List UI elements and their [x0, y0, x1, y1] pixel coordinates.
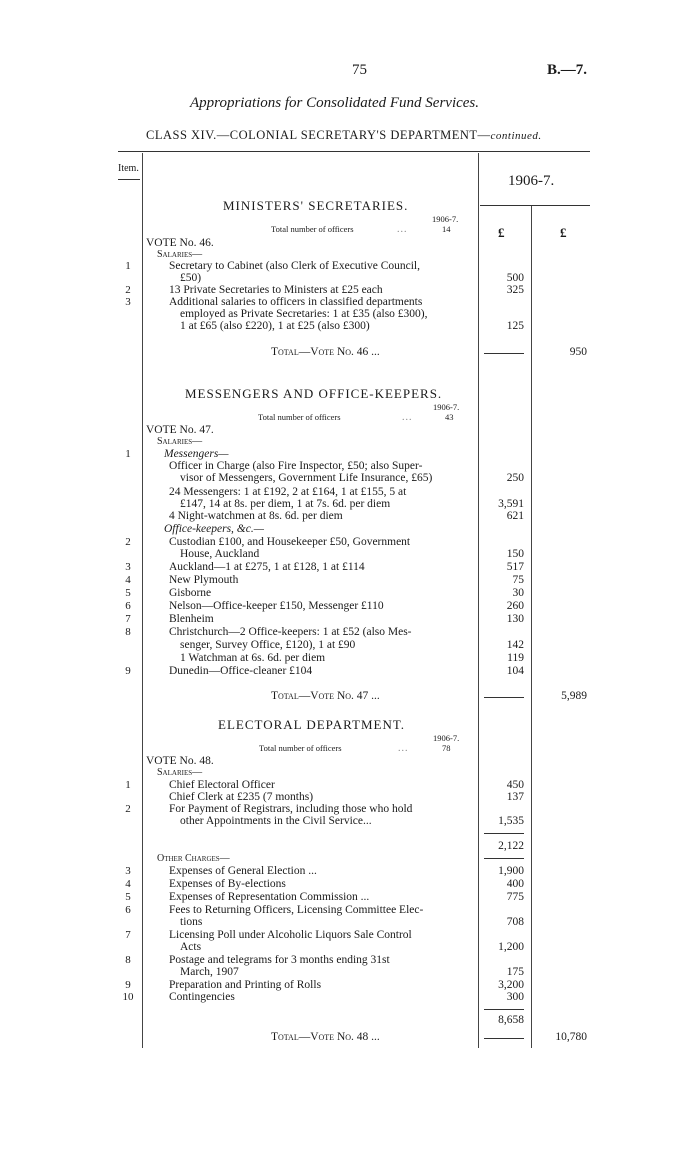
subhead-salaries: Salaries—: [157, 767, 203, 778]
item-number: 3: [125, 296, 131, 308]
line-amount: 450: [506, 779, 524, 791]
section-heading-electoral: ELECTORAL DEPARTMENT.: [218, 717, 406, 732]
line-text: New Plymouth: [169, 574, 239, 586]
total-amount: 950: [569, 346, 587, 358]
amount-column-rule: [478, 153, 479, 1048]
year-column-header: 1906-7.: [508, 173, 555, 189]
line-text: Dunedin—Office-cleaner £104: [169, 665, 313, 677]
line-text: employed as Private Secretaries: 1 at £35 (also £300),: [180, 308, 428, 320]
line-text: Auckland—1 at £275, 1 at £128, 1 at £114: [169, 561, 365, 573]
item-number: 4: [125, 878, 131, 890]
line-text: 1 at £65 (also £220), 1 at £25 (also £300): [180, 320, 370, 332]
officers-count: 43: [445, 412, 454, 422]
line-amount: 250: [506, 472, 524, 484]
line-amount: 137: [506, 791, 524, 803]
page-title: Appropriations for Consolidated Fund Services.: [190, 95, 480, 111]
total-label: Total—Vote No. 47 ...: [271, 690, 380, 702]
section-heading-messengers: MESSENGERS AND OFFICE-KEEPERS.: [185, 386, 443, 401]
line-amount: 125: [506, 320, 524, 332]
line-text: 24 Messengers: 1 at £192, 2 at £164, 1 at £155, 5 at: [169, 486, 407, 498]
item-column-header: Item.: [118, 163, 139, 174]
total-label: Total—Vote No. 46 ...: [271, 346, 380, 358]
line-text: Expenses of General Election ...: [169, 865, 317, 877]
series-number: B.—7.: [547, 62, 588, 78]
line-text: Secretary to Cabinet (also Clerk of Executive Council,: [169, 260, 421, 272]
officers-label: Total number of officers: [259, 743, 342, 753]
line-text: senger, Survey Office, £120), 1 at £90: [180, 639, 356, 651]
line-text: tions: [180, 916, 203, 928]
subhead-other-charges: Other Charges—: [157, 853, 230, 864]
line-amount: 3,591: [498, 498, 524, 510]
line-text: House, Auckland: [180, 548, 260, 560]
line-amount: 621: [506, 510, 524, 522]
subtotal-amount: 8,658: [498, 1014, 524, 1026]
line-text: Expenses of Representation Commission ...: [169, 891, 370, 903]
item-number: 9: [125, 979, 131, 991]
total-amount: 5,989: [561, 690, 587, 702]
item-number: 9: [125, 665, 131, 677]
pound-header-2: £: [560, 225, 567, 240]
line-text: Chief Clerk at £235 (7 months): [169, 791, 314, 803]
page-number: 75: [352, 62, 367, 78]
vote-title: VOTE No. 46.: [146, 237, 214, 249]
item-number: 3: [125, 561, 131, 573]
line-text: 4 Night-watchmen at 8s. 6d. per diem: [169, 510, 343, 522]
line-amount: 75: [512, 574, 524, 586]
line-amount: 500: [506, 272, 524, 284]
item-number: 7: [125, 929, 131, 941]
vote-title: VOTE No. 47.: [146, 424, 214, 436]
class-heading: CLASS XIV.—COLONIAL SECRETARY'S DEPARTMENT—continued.: [146, 128, 542, 142]
item-number: 8: [125, 954, 131, 966]
item-number: 5: [125, 891, 131, 903]
line-text: Additional salaries to officers in classified departments: [169, 296, 423, 308]
line-text: £147, 14 at 8s. per diem, 1 at 7s. 6d. per diem: [180, 498, 391, 510]
line-text: Nelson—Office-keeper £150, Messenger £110: [169, 600, 384, 612]
line-text: Officer in Charge (also Fire Inspector, £50; also Super-: [169, 460, 423, 472]
item-number: 2: [125, 284, 131, 296]
subhead-office-keepers: Office-keepers, &c.—: [164, 523, 264, 535]
item-number: 1: [125, 779, 131, 791]
line-amount: 260: [506, 600, 524, 612]
line-amount: 150: [506, 548, 524, 560]
line-text: Licensing Poll under Alcoholic Liquors Sale Control: [169, 929, 412, 941]
subtotal-amount: 2,122: [498, 840, 524, 852]
line-text: Contingencies: [169, 991, 235, 1003]
officers-year: 1906-7.: [432, 214, 459, 224]
officers-label: Total number of officers: [258, 412, 341, 422]
line-text: Fees to Returning Officers, Licensing Committee Elec-: [169, 904, 424, 916]
item-number: 6: [125, 904, 131, 916]
officers-count: 14: [442, 224, 451, 234]
line-text: For Payment of Registrars, including those who hold: [169, 803, 413, 815]
line-text: Christchurch—2 Office-keepers: 1 at £52 (also Mes-: [169, 626, 412, 638]
section-heading-ministers: MINISTERS' SECRETARIES.: [223, 198, 409, 213]
item-number: 5: [125, 587, 131, 599]
line-text: Acts: [180, 941, 202, 953]
item-number: 3: [125, 865, 131, 877]
line-text: 13 Private Secretaries to Ministers at £25 each: [169, 284, 383, 296]
line-amount: 119: [507, 652, 524, 664]
line-text: March, 1907: [180, 966, 239, 978]
line-amount: 1,200: [498, 941, 524, 953]
line-text: Chief Electoral Officer: [169, 779, 275, 791]
line-amount: 142: [506, 639, 524, 651]
item-header-underline: [118, 179, 140, 180]
year-header-rule: [480, 205, 590, 206]
line-amount: 1,900: [498, 865, 524, 877]
line-text: Preparation and Printing of Rolls: [169, 979, 322, 991]
line-text: other Appointments in the Civil Service...: [180, 815, 372, 827]
item-number: 1: [125, 448, 131, 460]
vote-title: VOTE No. 48.: [146, 755, 214, 767]
line-amount: 130: [506, 613, 524, 625]
line-amount: 1,535: [498, 815, 524, 827]
item-number: 7: [125, 613, 131, 625]
line-amount: 300: [506, 991, 524, 1003]
pound-header-1: £: [498, 225, 505, 240]
line-text: Blenheim: [169, 613, 214, 625]
item-number: 8: [125, 626, 131, 638]
officers-count: 78: [442, 743, 451, 753]
table-top-rule: [118, 151, 590, 152]
item-number: 2: [125, 536, 131, 548]
total-label: Total—Vote No. 48 ...: [271, 1031, 380, 1043]
line-text: 1 Watchman at 6s. 6d. per diem: [180, 652, 326, 664]
total-column-rule: [531, 205, 532, 1048]
item-number: 6: [125, 600, 131, 612]
line-text: £50): [180, 272, 202, 284]
item-number: 4: [125, 574, 131, 586]
line-text: Gisborne: [169, 587, 212, 599]
line-amount: 775: [506, 891, 524, 903]
subhead-salaries: Salaries—: [157, 436, 203, 447]
line-amount: 400: [506, 878, 524, 890]
line-amount: 3,200: [498, 979, 524, 991]
line-amount: 30: [512, 587, 524, 599]
item-number: 2: [125, 803, 131, 815]
item-number: 10: [122, 991, 134, 1003]
line-text: visor of Messengers, Government Life Insurance, £65): [180, 472, 433, 484]
line-text: Expenses of By-elections: [169, 878, 286, 890]
officers-year: 1906-7.: [433, 733, 460, 743]
line-amount: 517: [506, 561, 524, 573]
item-column-rule: [142, 153, 143, 1048]
subhead-messengers: Messengers—: [164, 448, 229, 460]
line-amount: 708: [506, 916, 524, 928]
subhead-salaries: Salaries—: [157, 249, 203, 260]
officers-label: Total number of officers: [271, 224, 354, 234]
line-text: Custodian £100, and Housekeeper £50, Government: [169, 536, 411, 548]
officers-year: 1906-7.: [433, 402, 460, 412]
line-text: Postage and telegrams for 3 months ending 31st: [169, 954, 390, 966]
total-amount: 10,780: [555, 1031, 587, 1043]
line-amount: 175: [506, 966, 524, 978]
line-amount: 325: [506, 284, 524, 296]
line-amount: 104: [506, 665, 524, 677]
item-number: 1: [125, 260, 131, 272]
